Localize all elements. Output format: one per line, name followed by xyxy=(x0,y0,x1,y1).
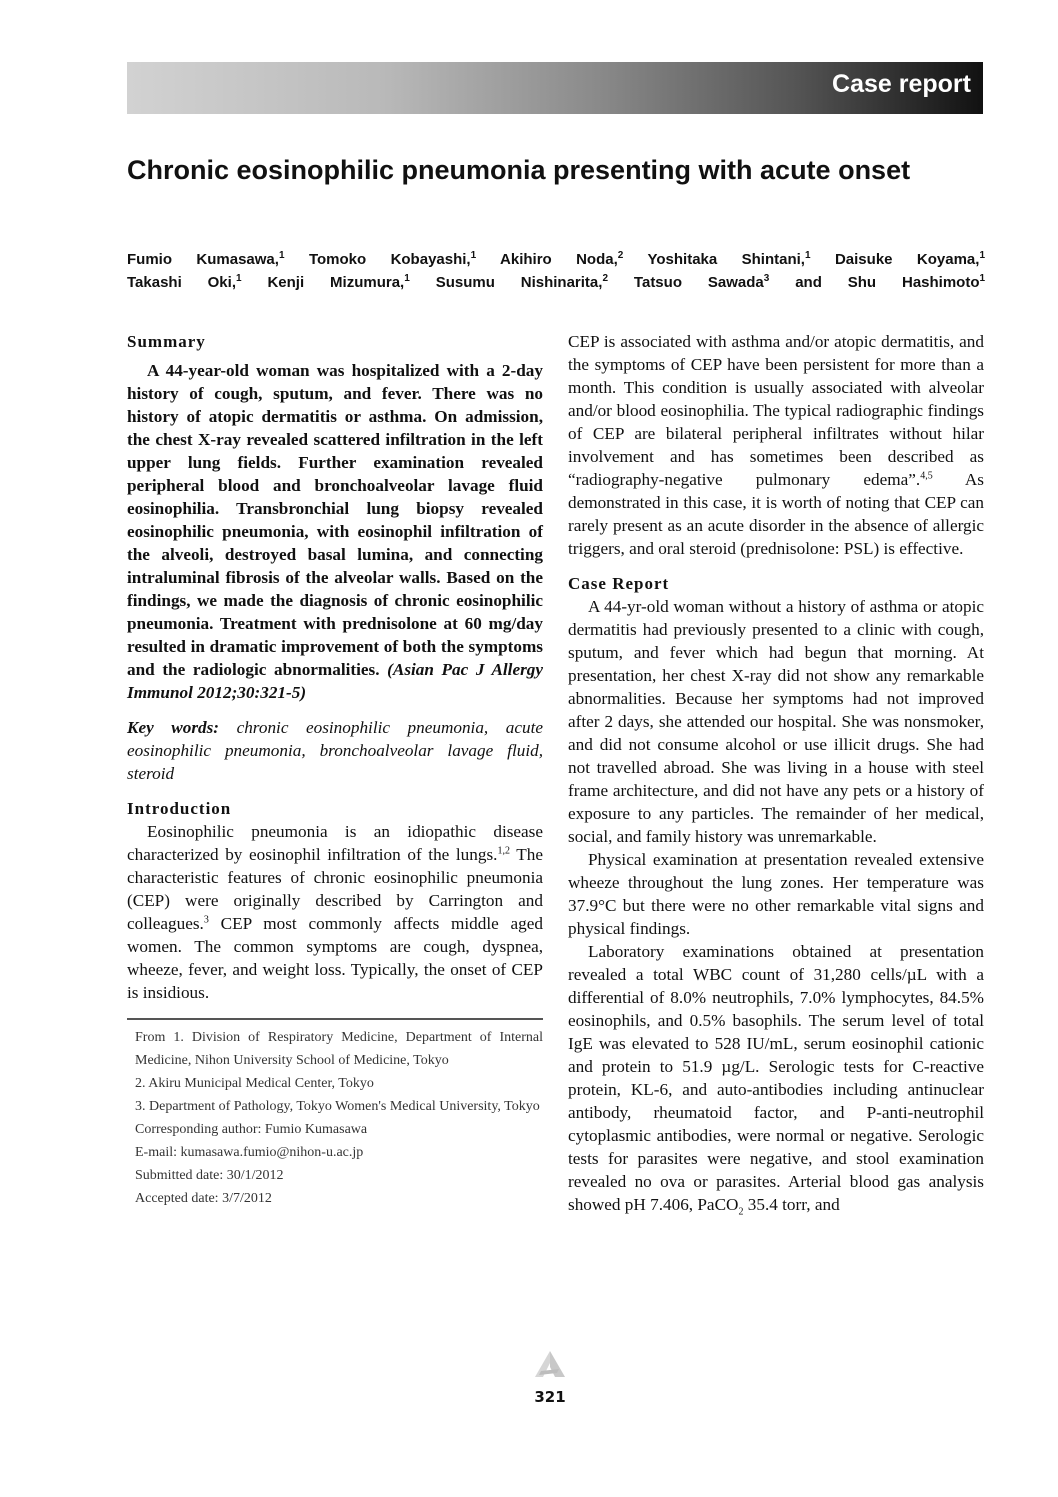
page-number: 321 xyxy=(534,1388,566,1406)
case-paragraph: Physical examination at presentation revealed extensive wheeze throughout the lung zones. Her temperature was 37.9°C but there were no other remarkable vital signs and physical findings. xyxy=(568,850,984,938)
right-column xyxy=(568,330,984,1216)
reference: 1,2 xyxy=(497,845,510,857)
affiliation: 2. Akiru Municipal Medical Center, Tokyo xyxy=(135,1076,374,1091)
keywords-label: Key words: xyxy=(127,718,220,737)
section-label: Case report xyxy=(832,70,971,98)
author: Takashi Oki,$^1$ xyxy=(127,273,242,291)
keywords: Key words: chronic eosinophilic pneumonia, acute eosinophilic pneumonia, bronchoalveolar lavage fluid, steroid xyxy=(127,718,543,783)
author-list xyxy=(127,248,985,294)
affiliation: From 1. Division of Respiratory Medicine, Department of Internal Medicine, Nihon University School of Medicine, Tokyo xyxy=(135,1030,543,1068)
affiliations xyxy=(127,1026,543,1210)
accepted-date: Accepted date: 3/7/2012 xyxy=(135,1191,272,1206)
submitted-date: Submitted date: 30/1/2012 xyxy=(135,1168,284,1183)
case-paragraph: A 44-yr-old woman without a history of asthma or atopic dermatitis had previously presented to a clinic with cough, sputum, and fever which had begun that morning. At presentation, her chest X-ray did not show any remarkable abnormalities. Because her symptoms had not improved after 2 days, she attended our hospital. She was nonsmoker, and did not consume alcohol or use illicit drugs. She had not travelled abroad. She was living in a house with steel frame architecture, and did not have any pets or a history of exposure to any particles. The remainder of her medical, social, and family history was unremarkable. xyxy=(568,597,984,846)
author: Tomoko Kobayashi,$^1$ xyxy=(308,250,477,268)
citation: (Asian Pac J Allergy Immunol 2012;30:321-5) xyxy=(127,660,544,702)
introduction-paragraph-continued: CEP is associated with asthma and/or atopic dermatitis, and the symptoms of CEP have been persistent for more than a month. This condition is usually associated with alveolar and/or blood eosinophilia. The typical radiographic findings of CEP are bilateral peripheral infiltrates without hilar involvement and has sometimes been described as “radiography-negative pulmonary edema”.$^{4,5}$ As demonstrated in this case, it is worth of noting that CEP can rarely present as an acute disorder in the absence of allergic triggers, and oral steroid (prednisolone: PSL) is effective. xyxy=(568,332,985,558)
author: Yoshitaka Shintani,$^1$ xyxy=(647,250,811,268)
article-title: Chronic eosinophilic pneumonia presenting with acute onset xyxy=(127,155,911,185)
email: E-mail: kumasawa.fumio@nihon-u.ac.jp xyxy=(135,1145,364,1160)
section-banner xyxy=(127,62,983,114)
footnote-divider xyxy=(127,1018,543,1020)
author: Kenji Mizumura,$^1$ xyxy=(267,273,410,291)
reference: 4,5 xyxy=(920,470,933,482)
corresponding-author: Corresponding author: Fumio Kumasawa xyxy=(135,1122,368,1137)
case-report-heading: Case Report xyxy=(568,574,670,593)
left-column xyxy=(127,330,543,1210)
author: Susumu Nishinarita,$^2$ xyxy=(435,273,609,291)
author: and Shu Hashimoto$^1$ xyxy=(795,273,986,291)
summary-heading: Summary xyxy=(127,332,206,351)
affiliation: 3. Department of Pathology, Tokyo Women's Medical University, Tokyo xyxy=(135,1099,540,1114)
author: Tatsuo Sawada$^3$ xyxy=(633,273,770,291)
author: Fumio Kumasawa,$^1$ xyxy=(127,250,285,268)
author: Akihiro Noda,$^2$ xyxy=(500,250,624,268)
case-paragraph: Laboratory examinations obtained at presentation revealed a total WBC count of 31,280 cells/µL with a differential of 8.0% neutrophils, 7.0% lymphocytes, 84.5% eosinophils, and 0.5% basophils. The serum level of total IgE was elevated to 528 IU/mL, serum eosinophil cationic and protein to 51.9 µg/L. Serologic tests for C-reactive protein, KL-6, and auto-antibodies including antinuclear antibody, rheumatoid factor, and P-anti-neutrophil cytoplasmic antibodies, were normal or negative. Serologic tests for parasites were negative, and stool examination revealed no ova or parasites. Arterial blood gas analysis showed pH 7.406, PaCO$_2$ 35.4 torr, and xyxy=(568,942,984,1218)
author: Daisuke Koyama,$^1$ xyxy=(834,250,986,268)
summary-text: A 44-year-old woman was hospitalized with a 2-day history of cough, sputum, and fever. There was no history of atopic dermatitis or asthma. On admission, the chest X-ray revealed scattered infiltration in the left upper lung fields. Further examination revealed peripheral blood and bronchoalveolar lavage fluid eosinophilia. Transbronchial lung biopsy revealed eosinophilic pneumonia, with eosinophil infiltration of the alveoli, destroyed basal lumina, and connecting intraluminal fibrosis of the alveolar walls. Based on the findings, we made the diagnosis of chronic eosinophilic pneumonia. Treatment with prednisolone at 60 mg/day resulted in dramatic improvement of both the symptoms and the radiologic abnormalities. (Asian Pac J Allergy Immunol 2012;30:321-5) xyxy=(127,361,544,702)
journal-logo-icon xyxy=(533,1349,567,1379)
reference: 3 xyxy=(203,914,209,926)
introduction-heading: Introduction xyxy=(127,799,232,818)
introduction-paragraph: Eosinophilic pneumonia is an idiopathic disease characterized by eosinophil infiltration of the lungs.$^{1,2}$ The characteristic features of chronic eosinophilic pneumonia (CEP) were originally described by Carrington and colleagues.$^3$ CEP most commonly affects middle aged women. The common symptoms are cough, dyspnea, wheeze, fever, and weight loss. Typically, the onset of CEP is insidious. xyxy=(127,822,543,1002)
